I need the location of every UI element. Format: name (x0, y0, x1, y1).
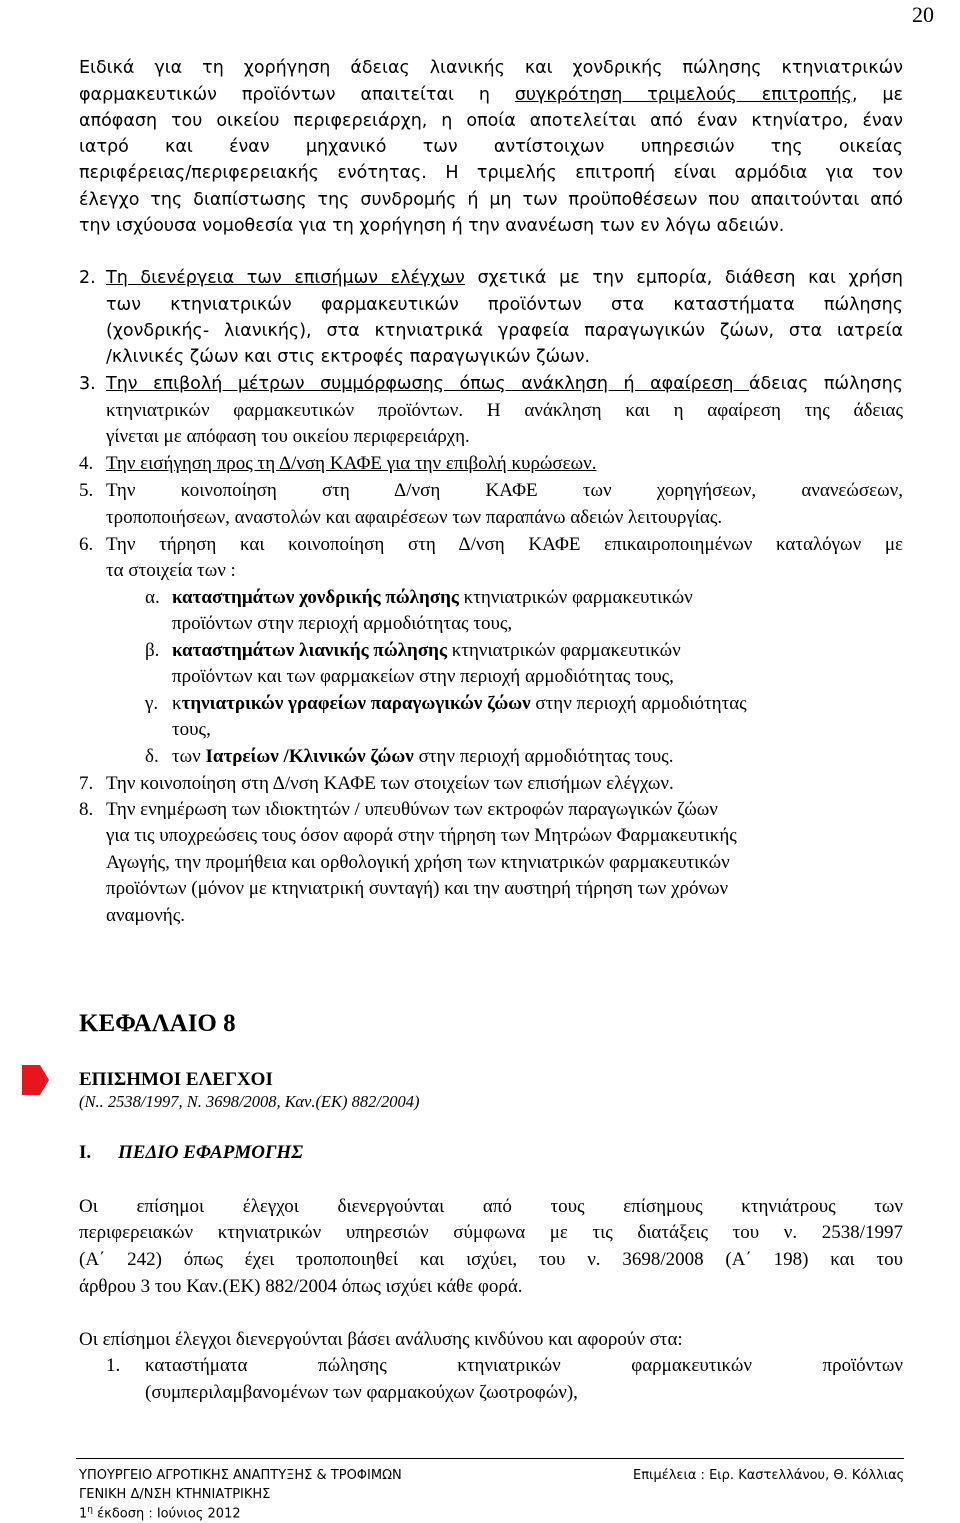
scope-line: (Α΄ 242) όπως έχει τροποποιηθεί και ισχύει, του ν. 3698/2008 (Α΄ 198) και του (79, 1249, 903, 1270)
text: φαρμακευτικών προϊόντων απαιτείται η (79, 85, 515, 105)
scope-line: περιφερειακών κτηνιατρικών υπηρεσιών σύμφωνα με τις διατάξεις του ν. 2538/1997 (79, 1222, 903, 1243)
text: Την επιβολή μέτρων συμμόρφωσης όπως ανάκληση ή αφαίρεση (106, 374, 749, 394)
item-number: 5. (79, 480, 94, 501)
item-5-line: τροποποιήσεων, αναστολών και αφαιρέσεων των παραπάνω αδειών λειτουργίας. (106, 507, 723, 528)
sub-item-letter: β. (145, 640, 160, 661)
text: καταστημάτων λιανικής πώλησης (172, 640, 447, 661)
footer-edition (79, 1505, 241, 1521)
item-8-line: Την ενημέρωση των ιδιοκτητών / υπευθύνων των εκτροφών παραγωγικών ζώων (106, 799, 718, 820)
sub-item-c-line (172, 691, 747, 717)
item-3-line (106, 371, 903, 397)
text: έκδοση : Ιούνιος 2012 (93, 1506, 241, 1522)
risk-paragraph: Οι επίσημοι έλεγχοι διενεργούνται βάσει ανάλυσης κινδύνου και αφορούν στα: (79, 1329, 683, 1350)
underlined-committee: συγκρότηση τριμελούς επιτροπής (514, 85, 852, 105)
item-number: 7. (79, 773, 94, 794)
item-2-line: (χονδρικής- λιανικής), στα κτηνιατρικά γραφεία παραγωγικών ζώων, στα ιατρεία (106, 321, 903, 341)
intro-line: έλεγχο της διαπίστωσης της συνδρομής ή μη των προϋποθέσεων που απαιτούνται από (79, 190, 903, 210)
footer-divider (76, 1458, 904, 1459)
footer-ministry: ΥΠΟΥΡΓΕΙΟ ΑΓΡΟΤΙΚΗΣ ΑΝΑΠΤΥΞΗΣ & ΤΡΟΦΙΜΩΝ (79, 1468, 402, 1483)
item-number: 6. (79, 534, 94, 555)
item-2-line (106, 265, 903, 291)
text: σχετικά με την εμπορία, διάθεση και χρήση (464, 268, 904, 288)
text: περιφέρειας/περιφερειακής ενότητας. (79, 163, 427, 183)
sub-item-letter: α. (145, 587, 160, 608)
list-number: 1. (106, 1355, 121, 1376)
text: τηνιατρικών γραφείων παραγωγικών ζώων (181, 693, 531, 714)
item-number: 4. (79, 453, 94, 474)
text: καταστημάτων χονδρικής πώλησης (172, 587, 459, 608)
intro-line: ιατρό και έναν μηχανικό των αντίστοιχων υπηρεσιών της οικείας (79, 137, 903, 157)
text: Η τριμελής επιτροπή είναι αρμόδια για τον (426, 163, 903, 183)
sub-item-c-line: τους, (172, 719, 211, 740)
intro-line: Ειδικά για τη χορήγηση άδειας λιανικής και χονδρικής πώλησης κτηνιατρικών (79, 58, 903, 78)
scope-list-item: καταστήματα πώλησης κτηνιατρικών φαρμακευτικών προϊόντων (145, 1355, 903, 1376)
text: των (172, 746, 206, 767)
section-subtitle: ΕΠΙΣΗΜΟΙ ΕΛΕΓΧΟΙ (79, 1069, 273, 1090)
text: , με (851, 85, 903, 105)
sub-item-b-line: προϊόντων και των φαρμακείων στην περιοχή αρμοδιότητας τους, (172, 666, 674, 687)
item-2-line: /κλινικές ζώων και στις εκτροφές παραγωγικών ζώων. (106, 347, 591, 367)
scope-list-item: (συμπεριλαμβανομένων των φαρμακούχων ζωοτροφών), (145, 1382, 578, 1403)
item-8-line: προϊόντων (μόνον με κτηνιατρική συνταγή) και την αυστηρή τήρηση των χρόνων (106, 878, 729, 899)
text: Ιατρείων /Κλινικών ζώων (205, 746, 414, 767)
sub-item-d-line (172, 744, 673, 770)
sub-item-letter: γ. (145, 693, 159, 714)
item-8-line: αναμονής. (106, 905, 185, 926)
page-number: 20 (912, 2, 934, 27)
legal-references: (Ν.. 2538/1997, Ν. 3698/2008, Καν.(ΕΚ) 882/2004) (79, 1092, 420, 1111)
text: Τη διενέργεια των επισήμων ελέγχων (106, 268, 465, 288)
section-number: Ι. (79, 1142, 92, 1163)
item-2-line: των κτηνιατρικών φαρμακευτικών προϊόντων στα καταστήματα πώλησης (106, 295, 903, 315)
intro-line (79, 82, 903, 108)
item-number: 2. (79, 268, 96, 288)
scope-line: Οι επίσημοι έλεγχοι διενεργούνται από τους επίσημους κτηνιάτρους των (79, 1196, 903, 1217)
item-4-line: Την εισήγηση προς τη Δ/νση ΚΑΦΕ για την επιβολή κυρώσεων. (106, 453, 597, 474)
item-5-line: Την κοινοποίηση στη Δ/νση ΚΑΦΕ των χορηγήσεων, ανανεώσεων, (106, 480, 903, 501)
sub-item-a-line: προϊόντων στην περιοχή αρμοδιότητας τους, (172, 613, 513, 634)
item-6-line: τα στοιχεία των : (106, 560, 236, 581)
intro-line (79, 160, 903, 186)
text: η (87, 1505, 93, 1515)
intro-line: απόφαση του οικείου περιφερειάρχη, η οποία αποτελείται από έναν κτηνίατρο, έναν (79, 111, 903, 131)
text: κ (172, 693, 182, 714)
chapter-title: ΚΕΦΑΛΑΙΟ 8 (79, 1010, 236, 1037)
item-number: 3. (79, 374, 96, 394)
sub-item-letter: δ. (145, 746, 159, 767)
item-3-line: κτηνιατρικών φαρμακευτικών προϊόντων. Η ανάκληση και η αφαίρεση της άδειας (106, 400, 903, 421)
item-number: 8. (79, 799, 94, 820)
text: άδειας πώλησης (748, 374, 903, 394)
footer-editors: Επιμέλεια : Ειρ. Καστελλάνου, Θ. Κόλλιας (633, 1468, 905, 1483)
red-pentagon-marker-icon (22, 1065, 50, 1095)
item-3-line: γίνεται με απόφαση του οικείου περιφερειάρχη. (106, 426, 470, 447)
text: 1 (79, 1506, 88, 1522)
text: κτηνιατρικών φαρμακευτικών (446, 640, 681, 661)
item-8-line: Αγωγής, την προμήθεια και ορθολογική χρήση των κτηνιατρικών φαρμακευτικών (106, 852, 730, 873)
text: στην περιοχή αρμοδιότητας (530, 693, 747, 714)
item-8-line: για τις υποχρεώσεις τους όσον αφορά στην τήρηση των Μητρώων Φαρμακευτικής (106, 825, 737, 846)
item-6-line: Την τήρηση και κοινοποίηση στη Δ/νση ΚΑΦΕ επικαιροποιημένων καταλόγων με (106, 534, 903, 555)
intro-line: την ισχύουσα νομοθεσία για τη χορήγηση ή την ανανέωση των εν λόγω αδειών. (79, 216, 785, 236)
footer-department: ΓΕΝΙΚΗ Δ/ΝΣΗ ΚΤΗΝΙΑΤΡΙΚΗΣ (79, 1487, 271, 1502)
sub-item-a-line (172, 585, 693, 611)
scope-line: άρθρου 3 του Καν.(ΕΚ) 882/2004 όπως ισχύει κάθε φορά. (79, 1276, 523, 1297)
item-7-line: Την κοινοποίηση στη Δ/νση ΚΑΦΕ των στοιχείων των επισήμων ελέγχων. (106, 773, 674, 794)
section-title: ΠΕΔΙΟ ΕΦΑΡΜΟΓΗΣ (118, 1142, 303, 1163)
text: στην περιοχή αρμοδιότητας τους. (413, 746, 674, 767)
sub-item-b-line (172, 638, 681, 664)
text: κτηνιατρικών φαρμακευτικών (458, 587, 693, 608)
